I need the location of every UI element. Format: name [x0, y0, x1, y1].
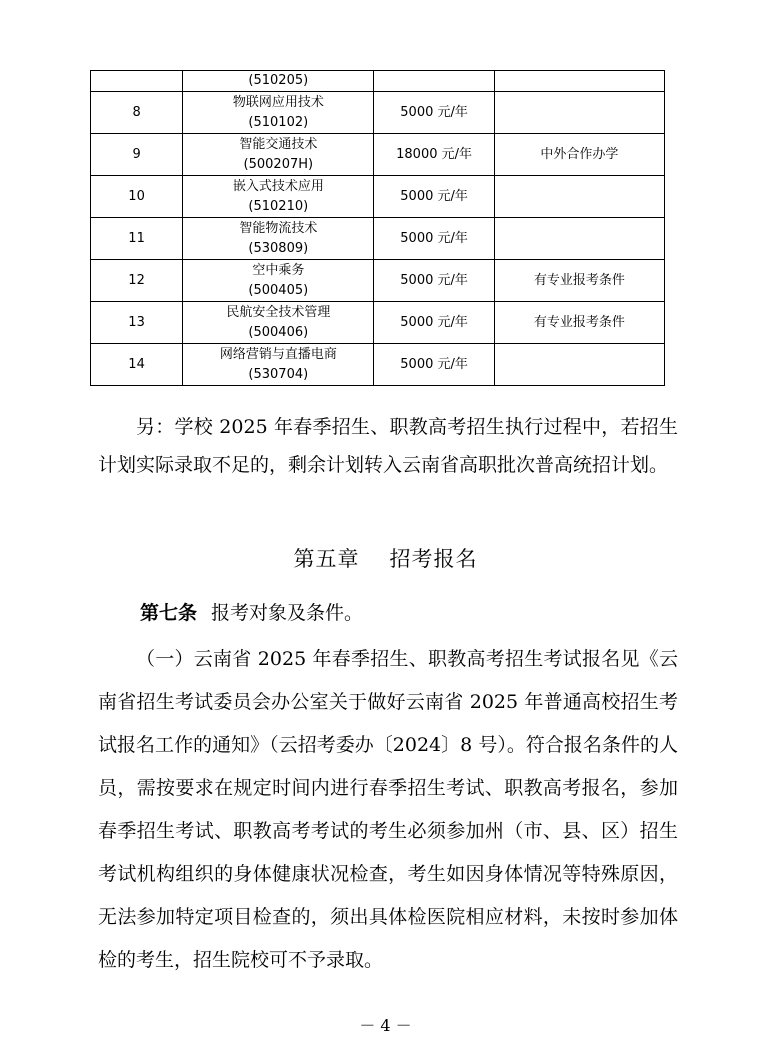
table-cell-fee: 5000 元/年 [374, 302, 494, 344]
table-cell-no: 14 [91, 344, 183, 386]
table-cell-note [494, 344, 664, 386]
table-cell-no: 11 [91, 218, 183, 260]
table-cell-major [183, 260, 374, 302]
major-code: (530704) [248, 366, 309, 382]
article-heading [140, 594, 680, 632]
major-code: (530809) [248, 240, 309, 256]
table-cell-no: 8 [91, 92, 183, 134]
table-cell-fee: 5000 元/年 [374, 260, 494, 302]
table-cell-major [183, 176, 374, 218]
table-cell-major [183, 92, 374, 134]
table-cell-fee: 5000 元/年 [374, 218, 494, 260]
table-row [91, 344, 665, 386]
table-cell-fee: 5000 元/年 [374, 344, 494, 386]
major-name: 民航安全技术管理 [226, 304, 331, 320]
table-cell-fee: 5000 元/年 [374, 92, 494, 134]
table-cell-no: 10 [91, 176, 183, 218]
chapter-heading [0, 540, 771, 578]
table-row [91, 218, 665, 260]
table-cell-note: 有专业报考条件 [494, 260, 664, 302]
table-cell-code: (510205) [183, 71, 374, 92]
major-name: 网络营销与直播电商 [219, 346, 337, 362]
table-cell-note: 有专业报考条件 [494, 302, 664, 344]
table-cell-fee: 5000 元/年 [374, 176, 494, 218]
table-cell-no: 12 [91, 260, 183, 302]
table-cell-no [91, 71, 183, 92]
table-row [91, 92, 665, 134]
page-number: － 4 － [359, 1016, 412, 1035]
major-code: (510102) [248, 114, 309, 130]
table-cell-fee: 18000 元/年 [374, 134, 494, 176]
table-cell-no: 13 [91, 302, 183, 344]
table-cell-note [494, 71, 664, 92]
major-code: (500207H) [243, 156, 314, 172]
table-cell-note [494, 92, 664, 134]
major-code: (500406) [248, 324, 309, 340]
main-paragraph: （一）云南省 2025 年春季招生、职教高考招生考试报名见《云南省招生考试委员会办公室关于做好云南省 2025 年普通高校招生考试报名工作的通知》（云招考委办〔2024〕8 号）。符合报名条件的人员，需按要求在规定时间内进行春季招生考试、职教高考报名，参加春季招生考试、职教高考考试的考生必须参加州（市、县、区）招生考试机构组织的身体健康状况检查，考生如因身体情况等特殊原因，无法参加特定项目检查的，须出具体检医院相应材料，未按时参加体检的考生，招生院校可不予录取。 [98, 648, 678, 971]
program-fee-table [90, 70, 665, 386]
major-name: 智能物流技术 [239, 220, 318, 236]
major-name: 智能交通技术 [239, 136, 318, 152]
table-row [91, 134, 665, 176]
article-number: 第七条 [140, 602, 198, 624]
major-name: 物联网应用技术 [232, 94, 324, 110]
major-name: 嵌入式技术应用 [232, 178, 324, 194]
chapter-title: 招考报名 [389, 547, 478, 571]
table-cell-fee [374, 71, 494, 92]
table-cell-note [494, 218, 664, 260]
table-cell-major [183, 134, 374, 176]
table-cell-major [183, 218, 374, 260]
chapter-number: 第五章 [293, 547, 360, 571]
major-code: (500405) [248, 282, 309, 298]
table-cell-note [494, 176, 664, 218]
table-cell-note: 中外合作办学 [494, 134, 664, 176]
major-code: (510210) [248, 198, 309, 214]
major-name: 空中乘务 [252, 262, 305, 278]
table-row-continuation [91, 71, 665, 92]
table-cell-no: 9 [91, 134, 183, 176]
note-paragraph: 另：学校 2025 年春季招生、职教高考招生执行过程中，若招生计划实际录取不足的，剩余计划转入云南省高职批次普高统招计划。 [98, 416, 678, 476]
article-title: 报考对象及条件。 [211, 602, 364, 624]
table-cell-major [183, 344, 374, 386]
table-row [91, 302, 665, 344]
table-row [91, 260, 665, 302]
table-row [91, 176, 665, 218]
table-cell-major [183, 302, 374, 344]
